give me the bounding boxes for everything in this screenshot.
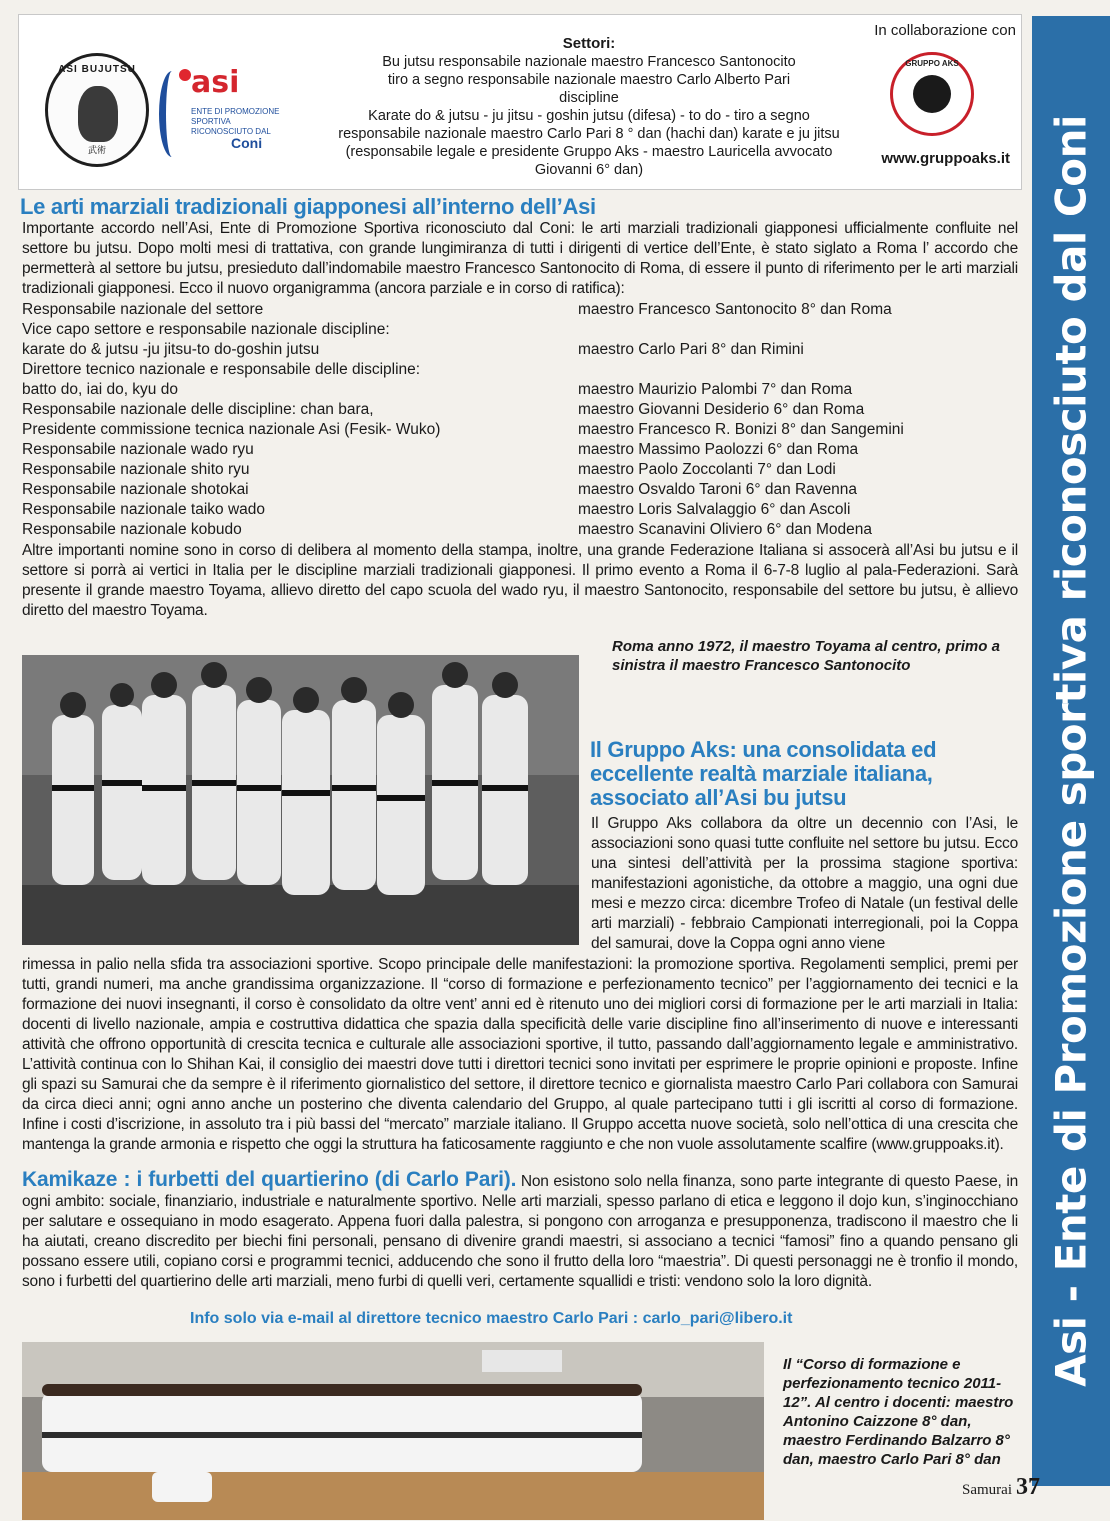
org-row xyxy=(22,360,1022,380)
section2-body-narrow: Il Gruppo Aks collabora da oltre un decennio con l’Asi, le associazioni sono quasi tutte confluite nel settore bu jutsu. Ecco una sintesi dell’attività per la prossima stagione sportiva: manifestazioni agonistiche, da ottobre a maggio, una ogni due mesi e mezzo circa: dicembre Trofeo di Natale (un festival delle arti marziali) - febbraio Campionati interregionali, poi la Coppa del samurai, dove la Coppa ogni anno viene xyxy=(591,815,1018,952)
asi-logo xyxy=(159,65,294,165)
org-person: maestro Massimo Paolozzi 6° dan Roma xyxy=(578,441,859,458)
org-person: maestro Giovanni Desiderio 6° dan Roma xyxy=(578,401,865,418)
collaboration-label: In collaborazione con xyxy=(874,22,1016,39)
settori-line: discipline xyxy=(559,90,619,106)
org-role: Vice capo settore e responsabile nazionale discipline: xyxy=(22,321,390,338)
section2-body-wide: rimessa in palio nella sfida tra associazioni sportive. Scopo principale delle manifestazioni: la promozione sportiva. Regolamenti semplici, premi per tutti, grandi numeri, ma anche grandissima organizzazione. Il “corso di formazione e perfezionamento tecnico” per l’aggiornamento dei tecnici e la formazione dei nuovi insegnanti, il corso è consolidato da oltre vent’ anni ed è ritenuto uno dei migliori corsi di formazione per le arti marziali in Italia: docenti di livello nazionale, ampia e costruttiva didattica che spazia dalla specificità delle varie discipline fino all’inserimento di nuove e interessanti attività che offrono opportunità di crescita tecnica e culturale alle associazioni sportive, il tutto, passando dall’aggiornamento legale e amministrativo. L’attività continua con lo Shihan Kai, il consiglio dei maestri dove tutti i direttori tecnici sono invitati per esprimere le proprie opinioni e proposte. Infine gli spazi su Samurai che da sempre è il riferimento giornalistico del settore, il direttore tecnico e giornalista maestro Carlo Pari collabora con Samurai da circa dieci anni; ogni anno anche un posterino che diventa calendario del Gruppo, al quale partecipano tutti i gli iscritti al corso di formazione. Infine i costi d’iscrizione, in assoluto tra i più bassi del “mercato” marziale italiano. Il Gruppo accetta nuove società, solo nell’ottica di una crescita che mantenga la grande armonia e rispetto che oggi la struttura ha faticosamente raggiunto e che non vuole assolutamente scalfire (www.gruppoaks.it). xyxy=(22,956,1018,1153)
settori-block xyxy=(304,35,874,179)
settori-line: tiro a segno responsabile nazionale maestro Carlo Alberto Pari xyxy=(387,72,791,88)
settori-title: Settori: xyxy=(562,35,616,52)
section3-paragraph xyxy=(22,1170,1018,1292)
org-person: maestro Osvaldo Taroni 6° dan Ravenna xyxy=(578,481,858,498)
asi-logo-coni: Coni xyxy=(231,135,263,151)
org-row xyxy=(22,300,1022,320)
org-row xyxy=(22,480,1022,500)
vertical-sidebar-banner xyxy=(1032,16,1110,1486)
org-person: maestro Carlo Pari 8° dan Rimini xyxy=(578,341,804,358)
section1-heading: Le arti marziali tradizionali giapponesi all’interno dell’Asi xyxy=(20,194,596,219)
asi-dot-icon xyxy=(179,69,191,81)
gruppo-aks-logo xyxy=(890,52,974,136)
photo-1972-illustration xyxy=(22,655,579,945)
org-person: maestro Francesco Santonocito 8° dan Roma xyxy=(578,301,892,318)
page-footer xyxy=(962,1474,1040,1501)
section3-heading: Kamikaze : i furbetti del quartierino (di Carlo Pari). xyxy=(22,1168,517,1191)
page-number: 37 xyxy=(1016,1474,1040,1500)
org-role: Responsabile nazionale delle discipline: chan bara, xyxy=(22,401,374,418)
photo1-caption: Roma anno 1972, il maestro Toyama al centro, primo a sinistra il maestro Francesco Santonocito xyxy=(612,638,1000,674)
photo-1972-group xyxy=(22,655,579,945)
aks-emblem-icon xyxy=(913,75,951,113)
org-role: Responsabile nazionale kobudo xyxy=(22,521,242,538)
org-row xyxy=(22,460,1022,480)
section1-intro: Importante accordo nell’Asi, Ente di Promozione Sportiva riconosciuto dal Coni: le arti marziali tradizionali giapponesi ufficialmente confluite nel settore bu jutsu. Dopo molti mesi di trattativa, con grande lungimiranza di tutti i dirigenti di vertice dell’Ente, è stato siglato a Roma l’ accordo che permetterà al settore bu jutsu, presieduto dall’indomabile maestro Francesco Santonocito di Roma, di essere il punto di riferimento per le arti marziali tradizionali giapponesi. Ecco il nuovo organigramma (ancora parziale e in corso di ratifica): xyxy=(22,220,1018,297)
settori-line: (responsabile legale e presidente Gruppo Aks - maestro Lauricella avvocato xyxy=(345,144,833,160)
org-role: karate do & jutsu -ju jitsu-to do-goshin jutsu xyxy=(22,341,320,358)
asi-logo-subtitle: ENTE DI PROMOZIONE SPORTIVA RICONOSCIUTO DAL xyxy=(191,107,280,136)
org-role: Responsabile nazionale del settore xyxy=(22,301,264,318)
org-role: Responsabile nazionale wado ryu xyxy=(22,441,254,458)
org-person: maestro Loris Salvalaggio 6° dan Ascoli xyxy=(578,501,851,518)
settori-line: Karate do & jutsu - ju jitsu - goshin jutsu (difesa) - to do - tiro a segno xyxy=(368,108,810,124)
org-role: batto do, iai do, kyu do xyxy=(22,381,178,398)
magazine-name: Samurai xyxy=(962,1482,1012,1498)
org-person: maestro Scanavini Oliviero 6° dan Modena xyxy=(578,521,872,538)
org-row xyxy=(22,520,1022,540)
photo2-caption: Il “Corso di formazione e perfezionamento tecnico 2011-12”. Al centro i docenti: maestro Antonino Caizzone 8° dan, maestro Ferdinando Balzarro 8° dan, maestro Carlo Pari 8° dan xyxy=(783,1356,1014,1468)
org-role: Responsabile nazionale shito ryu xyxy=(22,461,250,478)
asi-logo-word: asi xyxy=(191,65,240,100)
org-role: Responsabile nazionale shotokai xyxy=(22,481,249,498)
photo-course-group xyxy=(22,1342,764,1520)
section2-heading: Il Gruppo Aks: una consolidata ed eccellente realtà marziale italiana, associato all’Asi bu jutsu xyxy=(590,737,937,810)
org-role: Responsabile nazionale taiko wado xyxy=(22,501,265,518)
org-row xyxy=(22,340,1022,360)
org-role: Direttore tecnico nazionale e responsabile delle discipline: xyxy=(22,361,421,378)
sidebar-title: Asi - Ente di Promozione sportiva riconosciuto dal Coni xyxy=(1046,115,1096,1387)
settori-line: Giovanni 6° dan) xyxy=(534,162,644,178)
organization-chart xyxy=(22,300,1022,540)
org-person: maestro Francesco R. Bonizi 8° dan Sangemini xyxy=(578,421,904,438)
settori-line: Bu jutsu responsabile nazionale maestro Francesco Santonocito xyxy=(382,54,796,70)
org-row xyxy=(22,500,1022,520)
org-person: maestro Maurizio Palombi 7° dan Roma xyxy=(578,381,853,398)
org-row xyxy=(22,420,1022,440)
asi-bujutsu-logo-text: ASI BUJUTSU xyxy=(58,64,136,75)
org-role: Presidente commissione tecnica nazionale Asi (Fesik- Wuko) xyxy=(22,421,441,438)
org-person: maestro Paolo Zoccolanti 7° dan Lodi xyxy=(578,461,836,478)
settori-line: responsabile nazionale maestro Carlo Pari 8 ° dan (hachi dan) karate e ju jitsu xyxy=(338,126,840,142)
photo-course-illustration xyxy=(22,1342,764,1520)
samurai-figure-icon xyxy=(78,86,118,142)
kanji-mark: 武術 xyxy=(87,145,106,155)
section1-outro: Altre importanti nomine sono in corso di delibera al momento della stampa, inoltre, una grande Federazione Italiana si assocerà all’Asi bu jutsu e il settore si porrà ai vertici in Italia per le discipline marziali tradizionali giapponesi. Il primo evento a Roma il 6-7-8 luglio al pala-Federazioni. Sarà presente il grande maestro Toyama, allievo diretto del capo scuola del wado ryu, il maestro Santonocito, responsabile del settore bu jutsu, è allievo diretto del maestro Toyama. xyxy=(22,542,1018,619)
org-row xyxy=(22,440,1022,460)
asi-swoosh-icon xyxy=(159,71,185,157)
org-row xyxy=(22,380,1022,400)
aks-logo-text: GRUPPO AKS xyxy=(905,59,959,68)
asi-bujutsu-logo xyxy=(45,53,149,167)
aks-website-link[interactable]: www.gruppoaks.it xyxy=(881,150,1010,167)
section3-body: Non esistono solo nella finanza, sono parte integrante di questo Paese, in ogni ambito: sociale, finanziario, industriale e naturalmente sportivo. Nelle arti marziali, spesso parlano di etica e leggono il dojo kun, s’inginocchiano per salutare e ossequiano in modo esagerato. Appena fuori dalla palestra, si pongono con arroganza e presupponenza, tradiscono il maestro che li ha aiutati, creano discredito per biechi fini personali, pensano di divenire grandi maestri, si associano a tecnici “famosi” fino a quando pensano gli possano essere utili, copiano corsi e programmi tecnici, adducendo che sono il frutto della loro “maestria”. Di questi personaggi ne è tronfio il mondo, sono i furbetti del quartierino delle arti marziali, meno furbi di quelli veri, certamente squallidi e tristi: vendono solo la loro dignità. xyxy=(22,1173,1018,1290)
contact-info[interactable]: Info solo via e-mail al direttore tecnico maestro Carlo Pari : carlo_pari@libero.it xyxy=(190,1310,793,1327)
org-row xyxy=(22,400,1022,420)
org-row xyxy=(22,320,1022,340)
